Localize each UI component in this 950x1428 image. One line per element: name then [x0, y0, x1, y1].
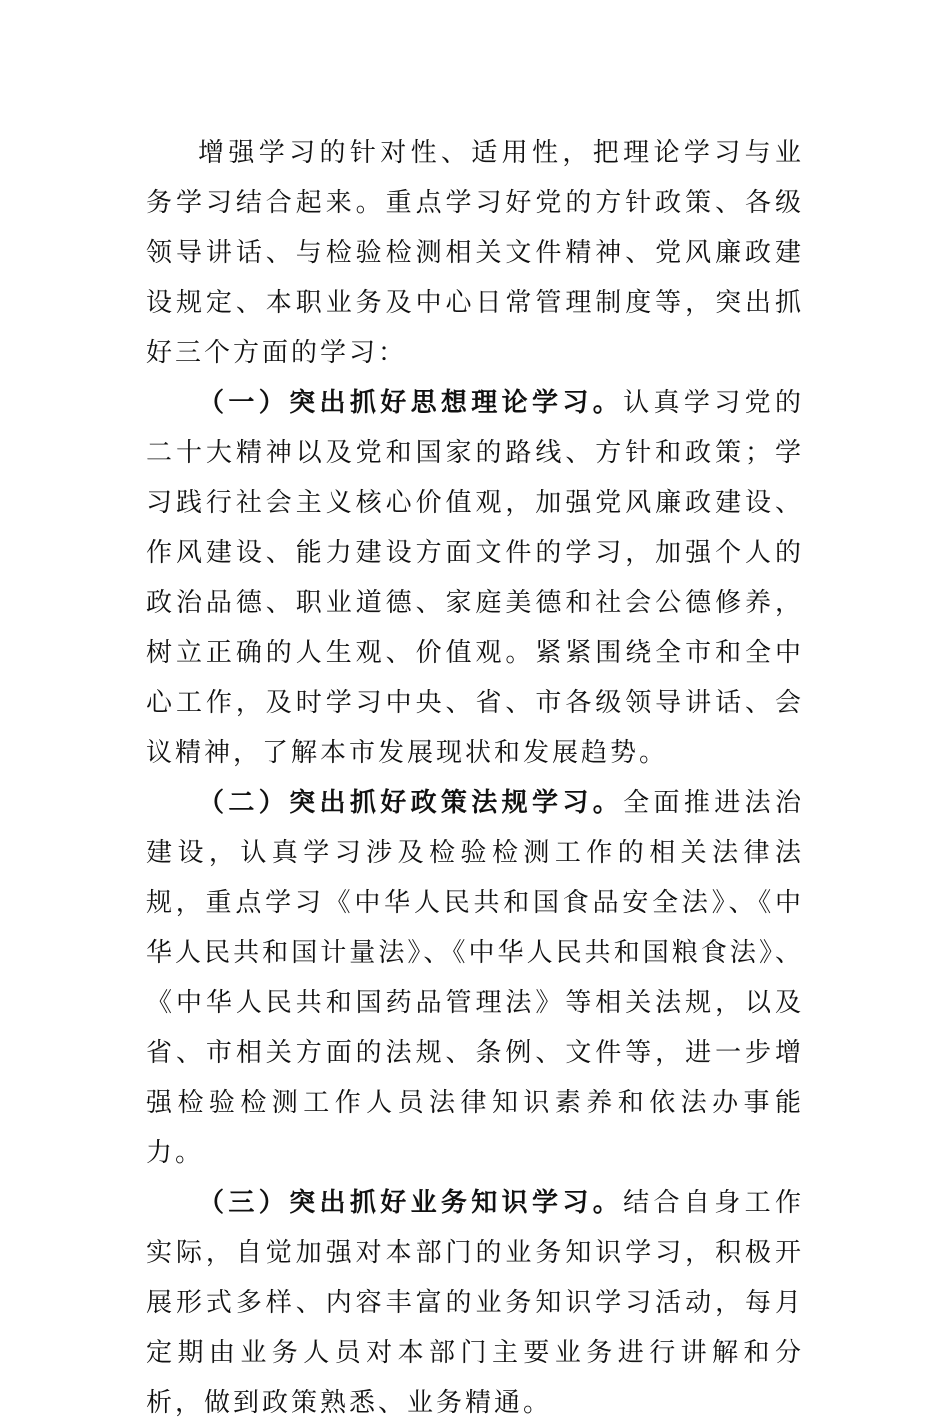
- paragraph-policy-text: 全面推进法治建设，认真学习涉及检验检测工作的相关法律法规，重点学习《中华人民共和国食品安全法》、《中华人民共和国计量法》、《中华人民共和国粮食法》、《中华人民共和国药品管理法》等相关法规，以及省、市相关方面的法规、条例、文件等，进一步增强检验检测工作人员法律知识素养和依法办事能力。: [146, 788, 804, 1168]
- paragraph-business-heading: （三）突出抓好业务知识学习。: [198, 1188, 624, 1218]
- document-body: [146, 128, 804, 1428]
- paragraph-business-study: [146, 1178, 804, 1428]
- paragraph-policy-study: [146, 778, 804, 1178]
- paragraph-policy-heading: （二）突出抓好政策法规学习。: [198, 788, 624, 818]
- paragraph-theory-heading: （一）突出抓好思想理论学习。: [198, 388, 624, 418]
- paragraph-intro: [146, 128, 804, 378]
- paragraph-intro-text: 增强学习的针对性、适用性，把理论学习与业务学习结合起来。重点学习好党的方针政策、各级领导讲话、与检验检测相关文件精神、党风廉政建设规定、本职业务及中心日常管理制度等，突出抓好三个方面的学习：: [146, 138, 804, 368]
- paragraph-business-text: 结合自身工作实际，自觉加强对本部门的业务知识学习，积极开展形式多样、内容丰富的业务知识学习活动，每月定期由业务人员对本部门主要业务进行讲解和分析，做到政策熟悉、业务精通。: [146, 1188, 804, 1418]
- paragraph-theory-study: [146, 378, 804, 778]
- paragraph-theory-text: 认真学习党的二十大精神以及党和国家的路线、方针和政策；学习践行社会主义核心价值观，加强党风廉政建设、作风建设、能力建设方面文件的学习，加强个人的政治品德、职业道德、家庭美德和社会公德修养，树立正确的人生观、价值观。紧紧围绕全市和全中心工作，及时学习中央、省、市各级领导讲话、会议精神，了解本市发展现状和发展趋势。: [146, 388, 804, 768]
